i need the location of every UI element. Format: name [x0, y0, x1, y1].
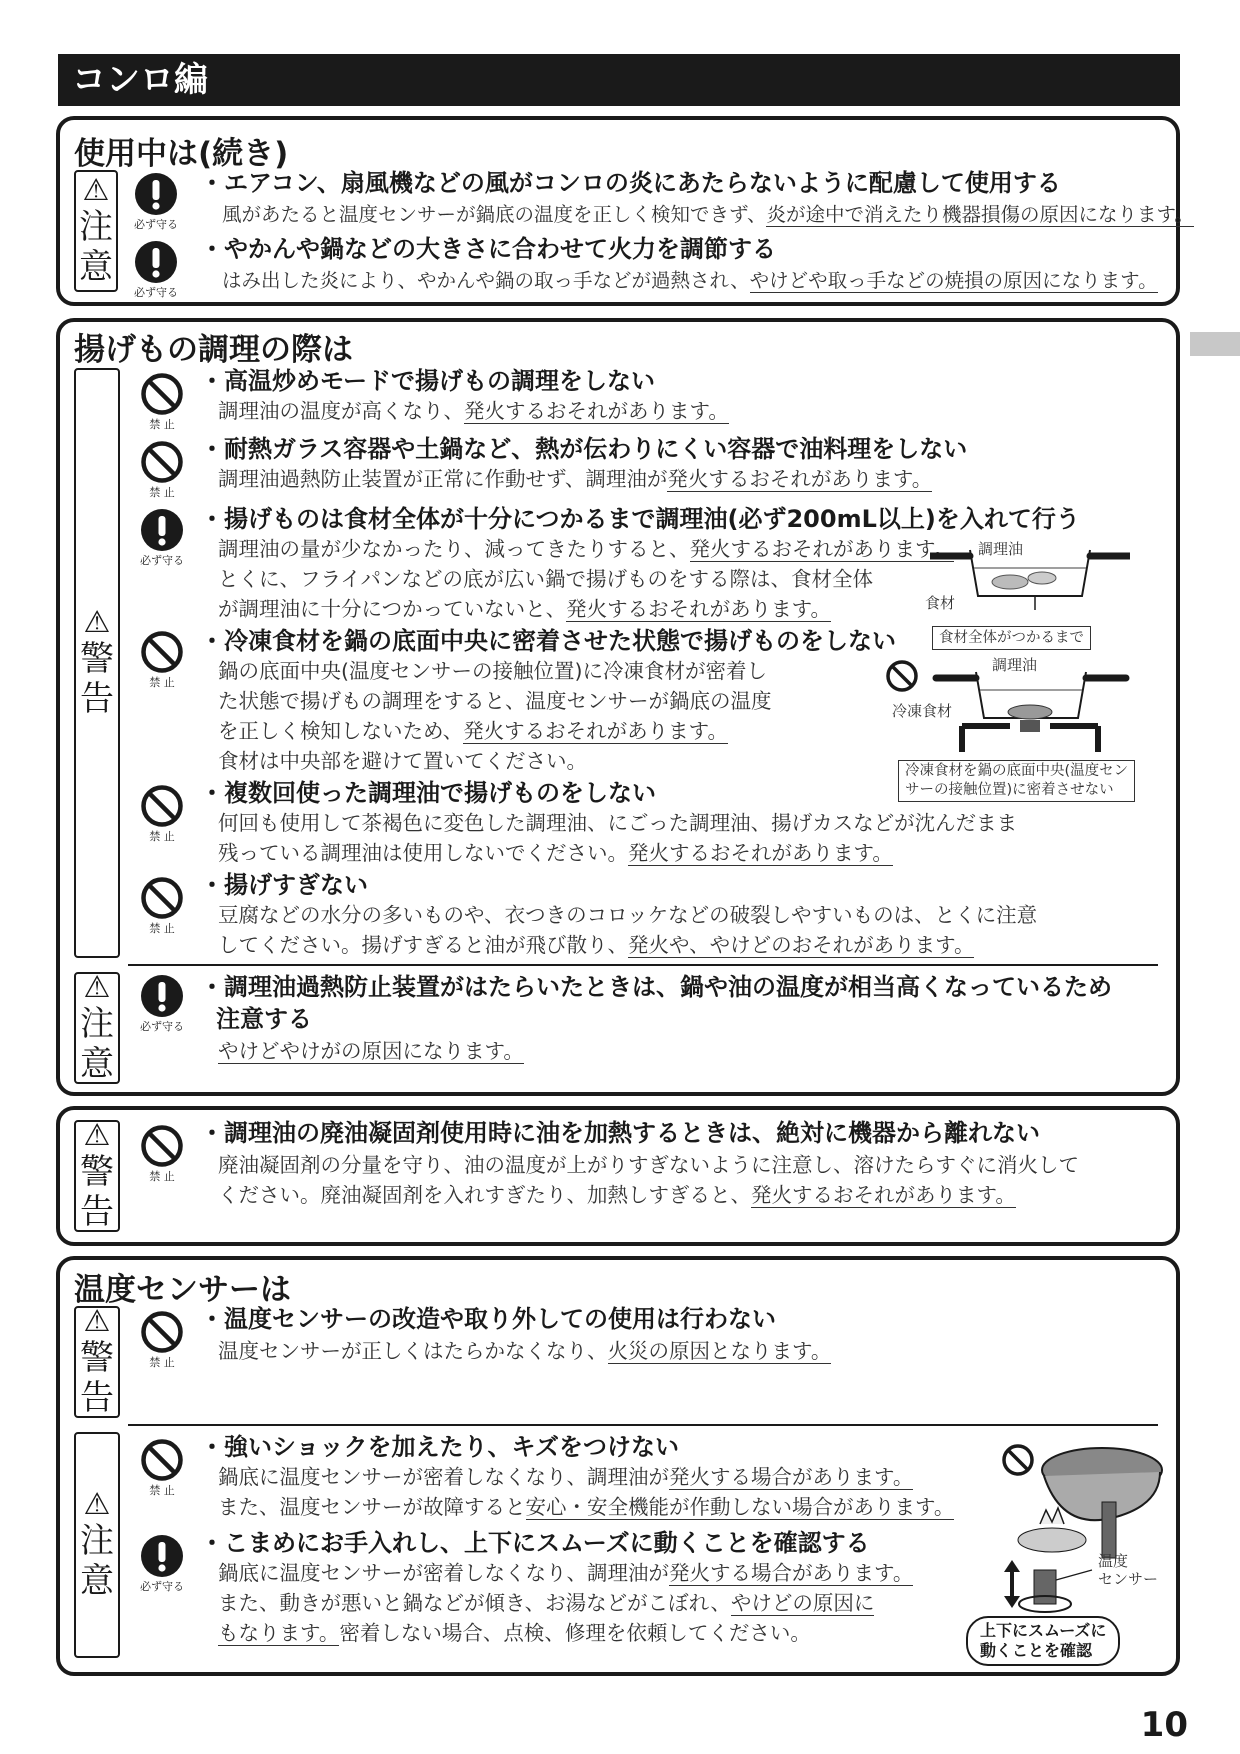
warning-triangle-icon: ⚠	[83, 1304, 111, 1339]
fig-oil-label: 調理油	[992, 656, 1038, 674]
section-sensor-title: 温度センサーは	[74, 1272, 291, 1308]
body-underlined: やけどやけがの原因になります。	[218, 1039, 524, 1063]
warning-char-1: 警	[80, 1152, 114, 1192]
body-underlined: やけどや取っ手などの焼損の原因になります。	[749, 269, 1158, 292]
warning-label	[74, 1306, 120, 1418]
warning-triangle-icon: ⚠	[83, 605, 111, 640]
mandatory-caption: 必ず守る	[140, 1020, 184, 1033]
item-body	[218, 594, 831, 624]
prohibited-icon	[134, 1124, 190, 1184]
fig-food-label: 食材	[925, 594, 956, 612]
prohibited-icon	[134, 372, 190, 432]
page-header: コンロ編	[58, 54, 1180, 106]
body-text: してください。揚げすぎると油が飛び散り、	[218, 933, 628, 957]
warning-char-2: 告	[80, 1192, 114, 1232]
prohibited-icon	[134, 1310, 190, 1370]
warning-triangle-icon: ⚠	[83, 970, 111, 1005]
warning-label	[74, 368, 120, 958]
body-underlined: 発火するおそれがあります。	[463, 719, 729, 743]
page-number: 10	[1140, 1705, 1188, 1745]
body-underlined: 発火する場合があります。	[669, 1465, 914, 1489]
warning-label	[74, 1120, 120, 1232]
item-heading: ・強いショックを加えたり、キズをつけない	[200, 1433, 680, 1461]
fig-sensor-line: センサー	[1098, 1570, 1159, 1588]
prohibited-icon	[134, 784, 190, 844]
body-text: 温度センサーが正しくはたらかなくなり、	[218, 1339, 608, 1363]
body-text: 調理油過熱防止装置が正常に作動せず、調理油が	[218, 467, 668, 491]
fig-frozen-label: 冷凍食材	[892, 702, 953, 720]
item-heading: ・耐熱ガラス容器や土鍋など、熱が伝わりにくい容器で油料理をしない	[200, 435, 968, 463]
fig-bubble	[966, 1616, 1120, 1666]
item-heading: ・温度センサーの改造や取り外しての使用は行わない	[200, 1305, 776, 1333]
body-underlined: もなります。	[218, 1621, 340, 1645]
item-heading: ・冷凍食材を鍋の底面中央に密着させた状態で揚げものをしない	[200, 627, 896, 655]
item-body: とくに、フライパンなどの底が広い鍋で揚げものをする際は、食材全体	[218, 567, 873, 591]
item-heading: 注意する	[216, 1005, 312, 1033]
mandatory-icon	[134, 974, 190, 1034]
item-heading: ・複数回使った調理油で揚げものをしない	[200, 779, 656, 807]
caution-char-1: 注	[80, 1521, 114, 1561]
prohibited-caption: 禁 止	[149, 922, 175, 935]
item-heading: ・やかんや鍋などの大きさに合わせて火力を調節する	[200, 235, 776, 263]
item-body	[218, 838, 893, 868]
warning-triangle-icon: ⚠	[83, 1487, 111, 1522]
mandatory-caption: 必ず守る	[140, 1580, 184, 1593]
body-text: 調理油の量が少なかったり、減ってきたりすると、	[218, 537, 690, 561]
body-text: 調理油の温度が高くなり、	[218, 399, 464, 423]
fig-caption-box: 食材全体がつかるまで	[932, 626, 1091, 650]
mandatory-icon	[134, 508, 190, 568]
body-text: 鍋底に温度センサーが密着しなくなり、調理油が	[218, 1561, 669, 1585]
prohibited-caption: 禁 止	[149, 486, 175, 499]
fig-sensor-line: 温度	[1098, 1552, 1129, 1570]
fig-oil-label: 調理油	[978, 540, 1024, 558]
caution-label	[74, 972, 120, 1084]
body-underlined: 発火するおそれがあります。	[751, 1183, 1016, 1207]
fig-caption-box	[898, 760, 1135, 802]
figure-pan-oil	[930, 540, 1130, 610]
item-body	[218, 1588, 874, 1618]
body-text: また、動きが悪いと鍋などが傾き、お湯などがこぼれ、	[218, 1591, 731, 1615]
body-underlined: 発火するおそれがあります。	[628, 841, 893, 865]
caution-char-2: 意	[80, 1561, 114, 1601]
prohibited-caption: 禁 止	[149, 830, 175, 843]
body-underlined: 炎が途中で消えたり機器損傷の原因になります。	[766, 203, 1194, 226]
item-heading: ・調理油過熱防止装置がはたらいたときは、鍋や油の温度が相当高くなっているため	[200, 973, 1112, 1001]
item-body: 何回も使用して茶褐色に変色した調理油、にごった調理油、揚げカスなどが沈んだまま	[218, 811, 1018, 835]
item-body	[218, 1036, 524, 1066]
caution-char-1: 注	[79, 207, 113, 247]
body-underlined: 発火や、やけどのおそれがあります。	[628, 933, 975, 957]
prohibited-caption: 禁 止	[149, 676, 175, 689]
divider	[128, 964, 1158, 966]
warning-triangle-icon: ⚠	[82, 173, 110, 208]
prohibited-caption: 禁 止	[149, 1484, 175, 1497]
body-underlined: 発火するおそれがあります。	[566, 597, 831, 621]
item-body	[218, 396, 729, 426]
warning-char-2: 告	[80, 679, 114, 719]
item-body	[218, 716, 728, 746]
warning-char-1: 警	[80, 1338, 114, 1378]
body-underlined: 火災の原因となります。	[607, 1339, 832, 1363]
item-body: 食材は中央部を避けて置いてください。	[218, 749, 587, 773]
prohibited-caption: 禁 止	[149, 418, 175, 431]
fig-caption-line: 冷凍食材を鍋の底面中央(温度セン	[905, 763, 1129, 779]
item-body	[222, 266, 1158, 296]
warning-char-2: 告	[80, 1378, 114, 1418]
item-body	[218, 1180, 1016, 1210]
mandatory-icon	[134, 1534, 190, 1594]
body-underlined: 発火する場合があります。	[669, 1561, 914, 1585]
item-body	[218, 464, 932, 494]
prohibited-caption: 禁 止	[149, 1170, 175, 1183]
prohibited-icon	[134, 876, 190, 936]
mandatory-caption: 必ず守る	[134, 286, 178, 299]
item-body	[218, 1558, 913, 1588]
item-body	[218, 1462, 913, 1492]
body-text: 風があたると温度センサーが鍋底の温度を正しく検知できず、	[222, 203, 767, 226]
body-text: 鍋底に温度センサーが密着しなくなり、調理油が	[218, 1465, 669, 1489]
fig-bubble-line: 上下にスムーズに	[980, 1621, 1107, 1640]
body-text: 密着しない場合、点検、修理を依頼してください。	[339, 1621, 811, 1645]
item-body	[222, 200, 1194, 230]
item-heading: ・揚げものは食材全体が十分につかるまで調理油(必ず200mL以上)を入れて行う	[200, 505, 1080, 533]
body-underlined: やけどの原因に	[730, 1591, 875, 1615]
item-heading: ・こまめにお手入れし、上下にスムーズに動くことを確認する	[200, 1529, 870, 1557]
body-text: また、温度センサーが故障すると	[218, 1495, 526, 1519]
caution-char-2: 意	[79, 247, 113, 287]
prohibited-icon	[134, 440, 190, 500]
fig-sensor-label	[1098, 1552, 1158, 1588]
warning-char-1: 警	[80, 639, 114, 679]
body-underlined: 発火するおそれがあります。	[667, 467, 933, 491]
body-text: 残っている調理油は使用しないでください。	[218, 841, 628, 865]
prohibited-caption: 禁 止	[149, 1356, 175, 1369]
item-body	[218, 534, 954, 564]
item-body	[218, 930, 974, 960]
mandatory-caption: 必ず守る	[140, 554, 184, 567]
body-underlined: 発火するおそれがあります。	[689, 537, 955, 561]
fig-bubble-line: 動くことを確認	[980, 1641, 1093, 1660]
caution-char-2: 意	[80, 1044, 114, 1084]
item-body	[218, 1618, 811, 1648]
prohibited-icon	[134, 630, 190, 690]
section-frying-title: 揚げもの調理の際は	[74, 332, 353, 368]
fig-caption-line: サーの接触位置)に密着させない	[905, 782, 1114, 798]
caution-char-1: 注	[80, 1004, 114, 1044]
divider	[128, 1424, 1158, 1426]
caution-label	[74, 1432, 120, 1658]
item-body: 鍋の底面中央(温度センサーの接触位置)に冷凍食材が密着し	[218, 659, 767, 683]
item-body: た状態で揚げもの調理をすると、温度センサーが鍋底の温度	[218, 689, 772, 713]
body-underlined: 発火するおそれがあります。	[464, 399, 729, 423]
item-heading: ・高温炒めモードで揚げもの調理をしない	[200, 367, 656, 395]
item-body	[218, 1336, 831, 1366]
mandatory-icon	[128, 240, 184, 300]
body-text: ください。廃油凝固剤を入れすぎたり、加熱しすぎると、	[218, 1183, 751, 1207]
body-text: を正しく検知しないため、	[218, 719, 464, 743]
item-body: 豆腐などの水分の多いものや、衣つきのコロッケなどの破裂しやすいものは、とくに注意	[218, 903, 1038, 927]
body-underlined: 安心・安全機能が作動しない場合があります。	[525, 1495, 955, 1519]
caution-label	[74, 170, 118, 292]
item-heading: ・揚げすぎない	[200, 871, 368, 899]
prohibited-icon	[134, 1438, 190, 1498]
body-text: が調理油に十分につかっていないと、	[218, 597, 567, 621]
item-heading: ・調理油の廃油凝固剤使用時に油を加熱するときは、絶対に機器から離れない	[200, 1119, 1040, 1147]
item-heading: ・エアコン、扇風機などの風がコンロの炎にあたらないように配慮して使用する	[200, 169, 1061, 197]
figure-temperature-sensor	[992, 1440, 1172, 1640]
warning-triangle-icon: ⚠	[83, 1118, 111, 1153]
mandatory-caption: 必ず守る	[134, 218, 178, 231]
side-index-tab	[1190, 332, 1240, 356]
body-text: はみ出した炎により、やかんや鍋の取っ手などが過熱され、	[222, 269, 750, 292]
item-body	[218, 1492, 954, 1522]
item-body: 廃油凝固剤の分量を守り、油の温度が上がりすぎないように注意し、溶けたらすぐに消火して	[218, 1153, 1079, 1177]
section-in-use-title: 使用中は(続き)	[74, 136, 289, 172]
mandatory-icon	[128, 172, 184, 232]
